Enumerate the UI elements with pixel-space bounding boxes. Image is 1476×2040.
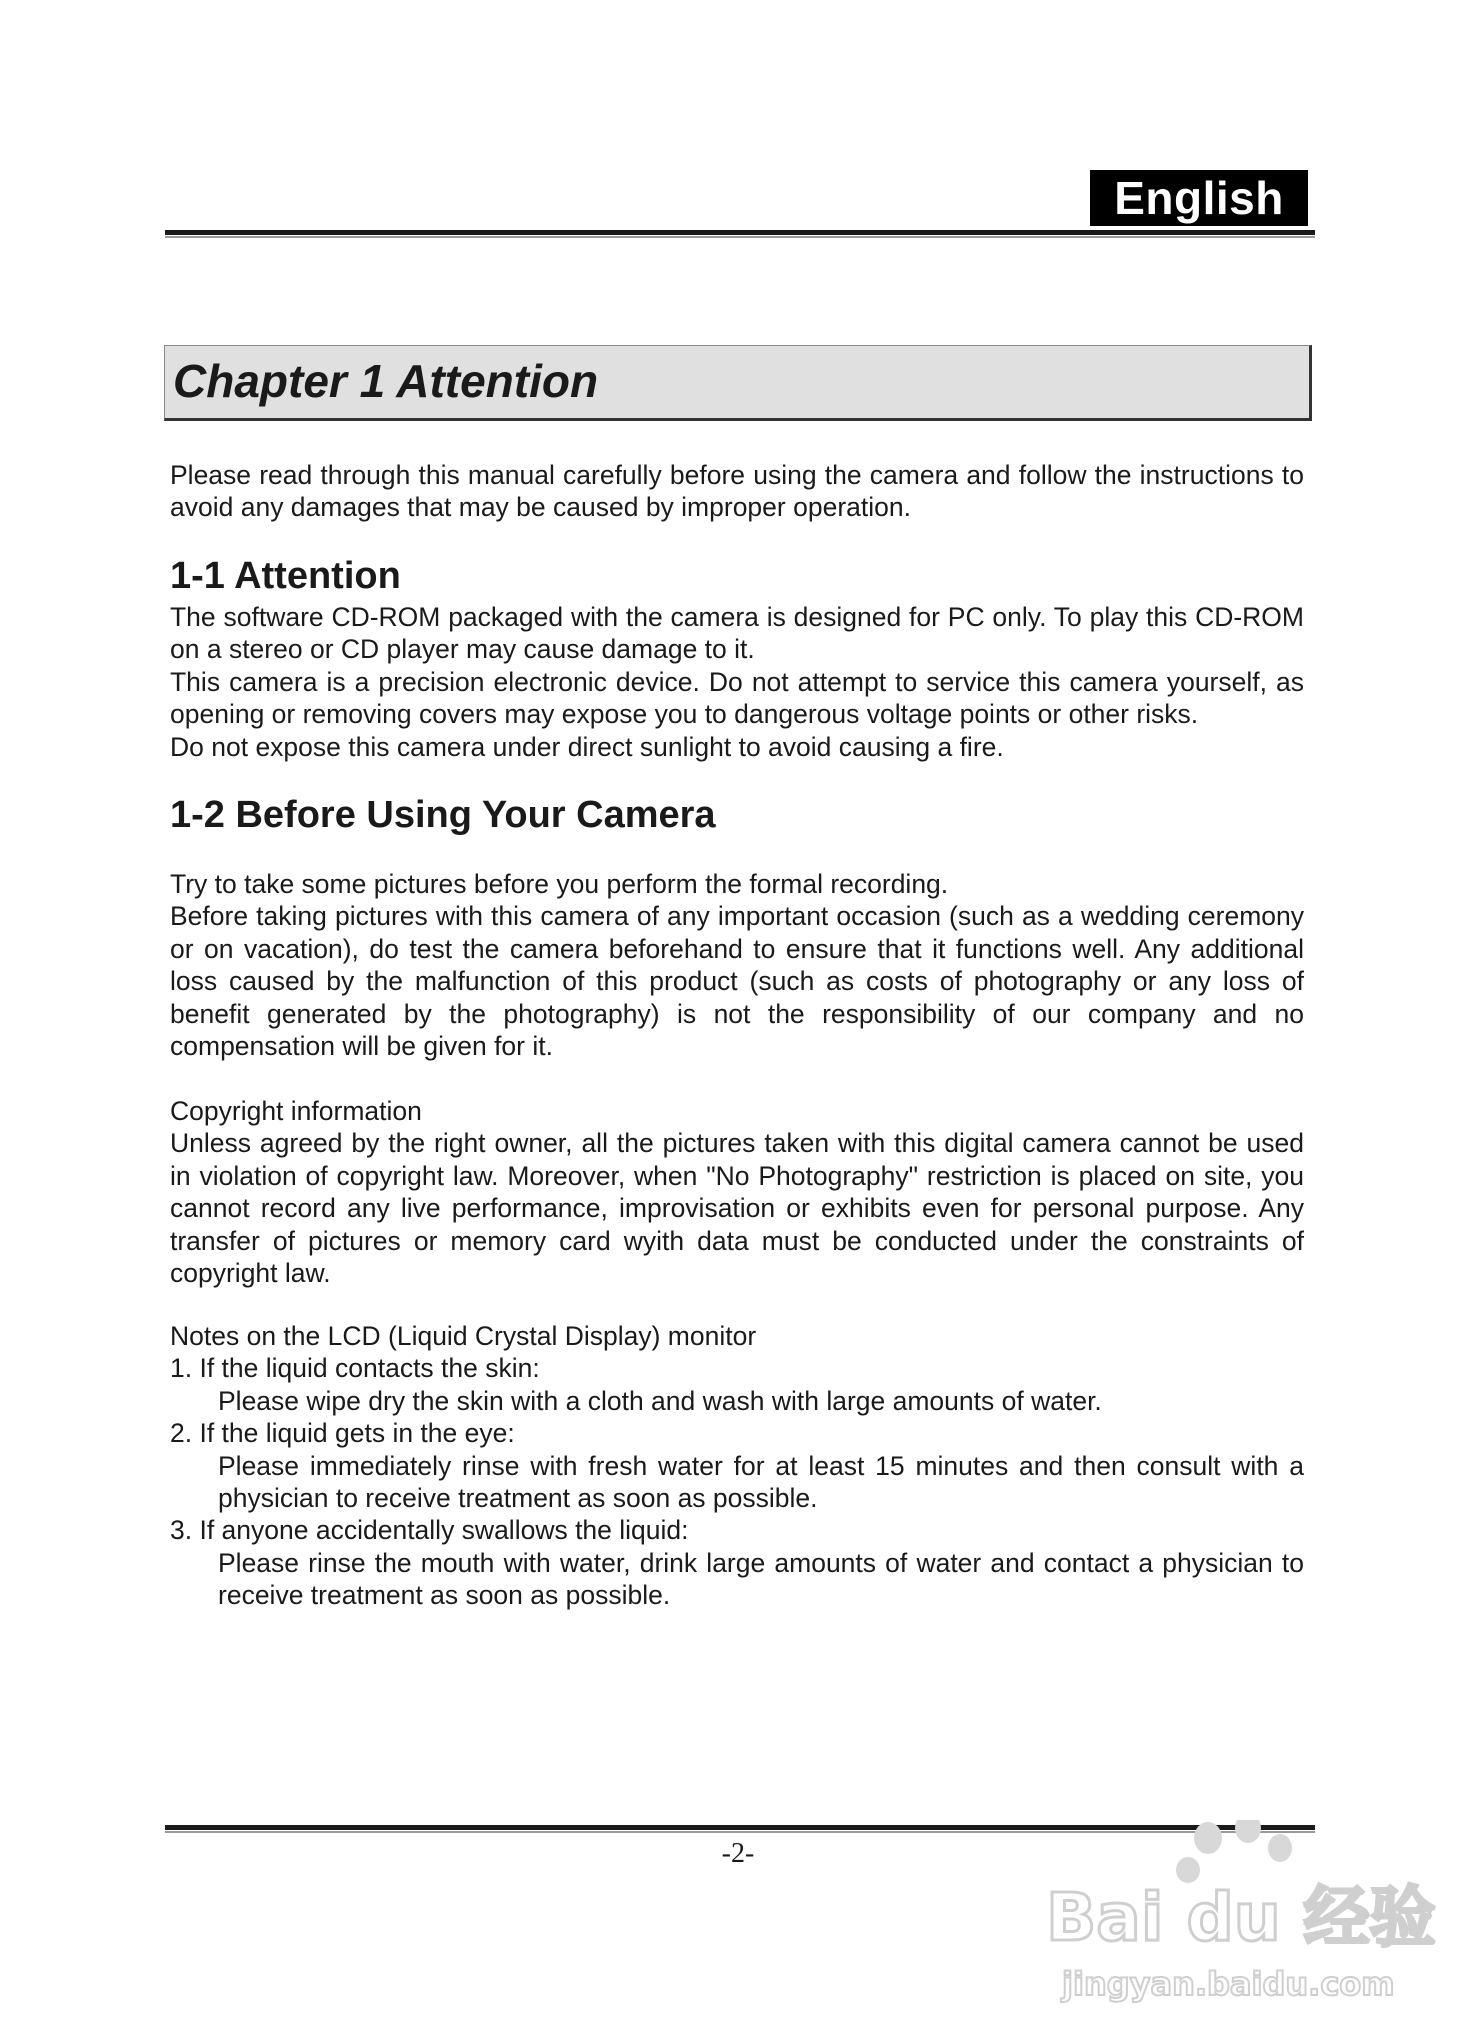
watermark-brand: Bai du 经验 bbox=[1046, 1879, 1436, 1956]
lcd-notes-block bbox=[170, 1320, 1304, 1612]
list-item-label: 3. If anyone accidentally swallows the liquid: bbox=[170, 1515, 689, 1546]
copyright-title: Copyright information bbox=[170, 1096, 422, 1126]
list-item-text: Please rinse the mouth with water, drink large amounts of water and contact a physician to receive treatment as soon as possible. bbox=[218, 1547, 1304, 1611]
section-1-1-heading: 1-1 Attention bbox=[170, 555, 401, 597]
chapter-title: Chapter 1 Attention bbox=[173, 355, 599, 407]
watermark-url: jingyan.baidu.com bbox=[1062, 1965, 1395, 2003]
section-1-2-heading: 1-2 Before Using Your Camera bbox=[170, 794, 716, 836]
lcd-notes-title: Notes on the LCD (Liquid Crystal Display) monitor bbox=[170, 1321, 757, 1351]
list-item-label: 2. If the liquid gets in the eye: bbox=[170, 1418, 515, 1449]
page-number: -2- bbox=[721, 1838, 755, 1869]
section-1-1-body bbox=[170, 601, 1304, 763]
baidu-jingyan-watermark-icon bbox=[1040, 1820, 1440, 2020]
intro-block bbox=[170, 459, 1304, 524]
section-1-2-body bbox=[170, 868, 1304, 1062]
header-rule bbox=[165, 230, 1315, 238]
copyright-text: Unless agreed by the right owner, all the pictures taken with this digital camera cannot be used in violation of copyright law. Moreover, when "No Photography" restriction is placed on site, you cannot record any live performance, improvisation or exhibits even for personal purpose. Any transfer of pictures or memory card wyith data must be conducted under the constraints of copyright law. bbox=[170, 1128, 1304, 1289]
paragraph: Try to take some pictures before you perform the formal recording. bbox=[170, 869, 949, 899]
paragraph: Do not expose this camera under direct sunlight to avoid causing a fire. bbox=[170, 731, 1004, 762]
list-item-text: Please immediately rinse with fresh water for at least 15 minutes and then consult with a physician to receive treatment as soon as possible. bbox=[218, 1450, 1304, 1514]
language-tag: English bbox=[1090, 170, 1308, 226]
paragraph: The software CD-ROM packaged with the camera is designed for PC only. To play this CD-ROM on a stereo or CD player may cause damage to it. bbox=[170, 602, 1304, 665]
paragraph: This camera is a precision electronic device. Do not attempt to service this camera yourself, as opening or removing covers may expose you to dangerous voltage points or other risks. bbox=[170, 666, 1304, 730]
list-item-text: Please wipe dry the skin with a cloth and wash with large amounts of water. bbox=[218, 1385, 1102, 1416]
paragraph: Before taking pictures with this camera of any important occasion (such as a wedding ceremony or on vacation), do test the camera beforehand to ensure that it functions well. Any additional loss caused by the malfunction of this product (such as costs of photography or any loss of benefit generated by the photography) is not the responsibility of our company and no compensation will be given for it. bbox=[170, 901, 1304, 1062]
copyright-block bbox=[170, 1095, 1304, 1289]
intro-paragraph: Please read through this manual carefully before using the camera and follow the instructions to avoid any damages that may be caused by improper operation. bbox=[170, 460, 1304, 523]
list-item-label: 1. If the liquid contacts the skin: bbox=[170, 1353, 540, 1384]
chapter-title-box bbox=[164, 345, 1312, 421]
